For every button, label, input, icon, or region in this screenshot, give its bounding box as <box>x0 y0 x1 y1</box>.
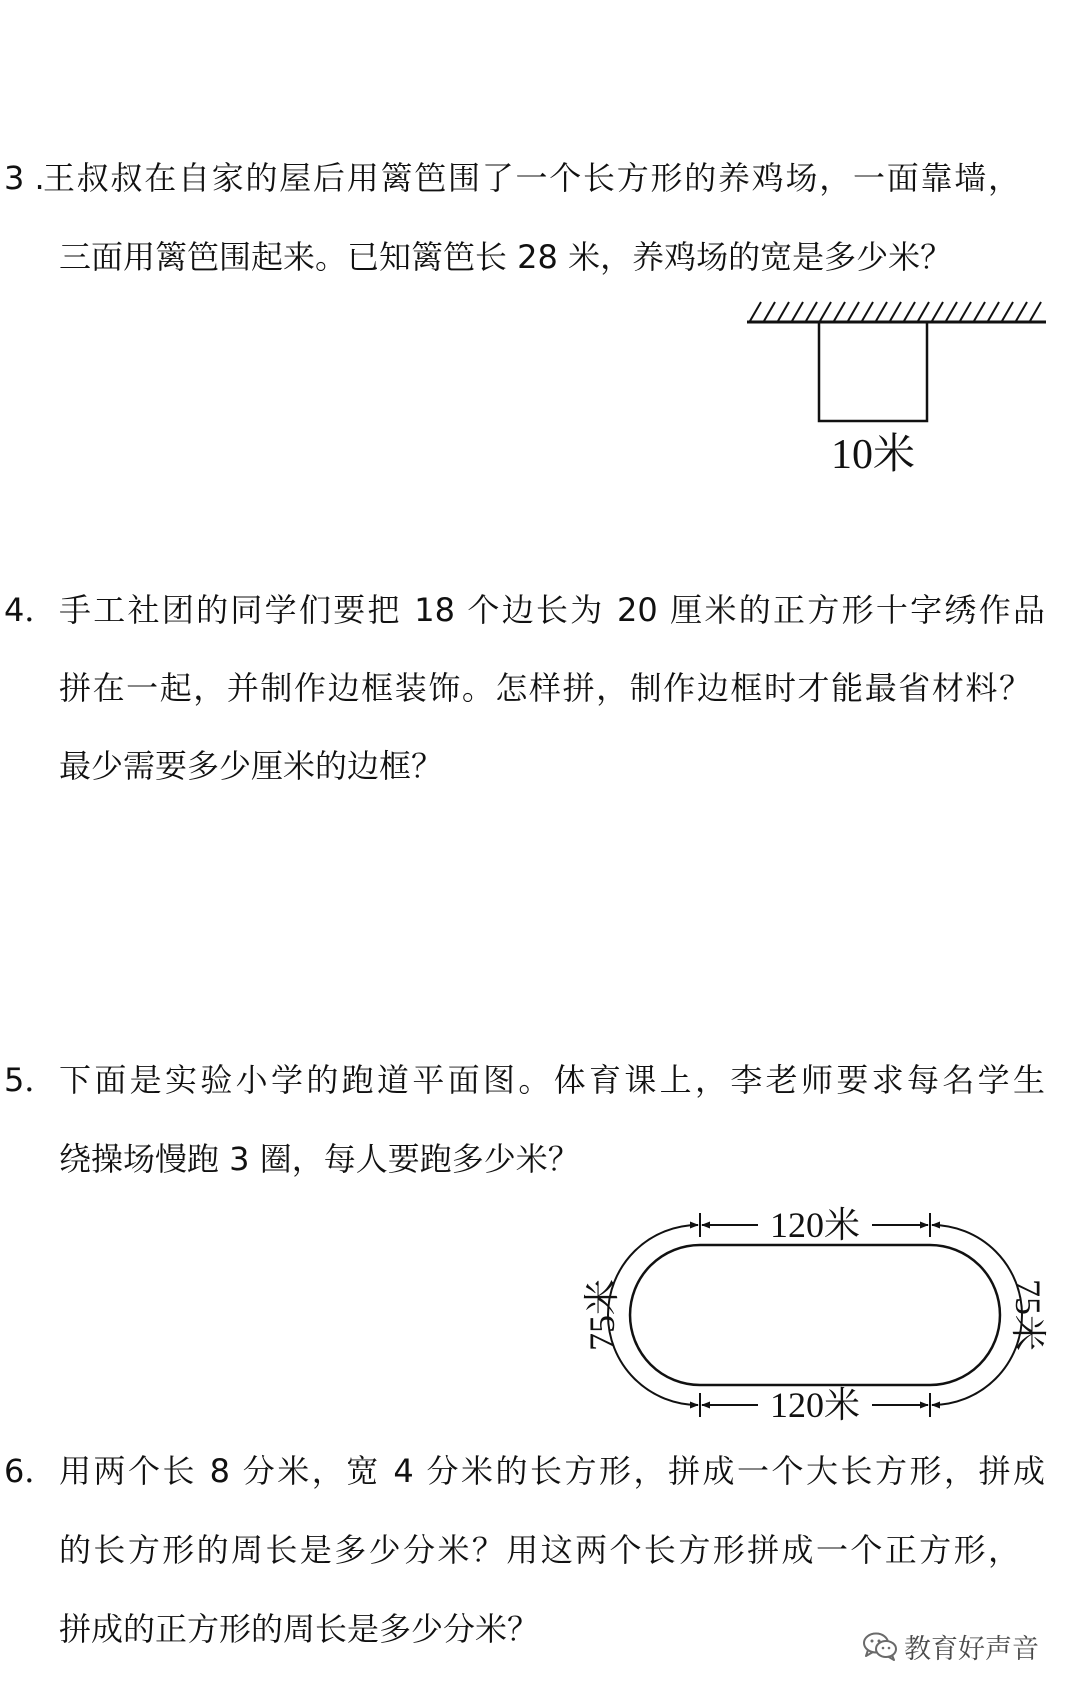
question-6-line-1: 用两个长 8 分米，宽 4 分米的长方形，拼成一个大长方形，拼成 <box>59 1452 1045 1490</box>
coop-rectangle <box>819 322 927 421</box>
wall-hatch <box>792 302 803 321</box>
wall-hatch <box>1030 302 1041 321</box>
question-5-number: 5． <box>4 1061 57 1099</box>
wall-hatch <box>1016 302 1027 321</box>
track-outline <box>630 1245 1000 1385</box>
bottom-length-label: 120米 <box>769 1385 861 1425</box>
wall-hatch <box>834 302 845 321</box>
wall-hatch <box>750 302 761 321</box>
question-3-line-1: 王叔叔在自家的屋后用篱笆围了一个长方形的养鸡场，一面靠墙， <box>43 159 1020 197</box>
wall-hatch <box>862 302 873 321</box>
wall-hatch <box>820 302 831 321</box>
wall-hatch <box>890 302 901 321</box>
question-4-line-1: 手工社团的同学们要把 18 个边长为 20 厘米的正方形十字绣作品 <box>59 591 1045 629</box>
question-3-number: 3 . <box>4 159 45 197</box>
wall-hatch <box>974 302 985 321</box>
wall-hatching <box>750 302 1041 321</box>
watermark <box>862 1626 1039 1666</box>
chicken-coop-diagram <box>740 290 1060 480</box>
watermark-text: 教育好声音 <box>904 1633 1039 1665</box>
question-6-number: 6． <box>4 1452 57 1490</box>
top-length-label: 120米 <box>769 1205 861 1245</box>
question-4-line-3: 最少需要多少厘米的边框？ <box>59 747 444 785</box>
question-4-line-2: 拼在一起，并制作边框装饰。怎样拼，制作边框时才能最省材料？ <box>59 669 1031 707</box>
wechat-icon <box>862 1631 898 1661</box>
question-3-line-2: 三面用篱笆围起来。已知篱笆长 28 米，养鸡场的宽是多少米？ <box>59 238 953 276</box>
right-length-label: 75米 <box>1008 1278 1048 1352</box>
wall-hatch <box>876 302 887 321</box>
wall-hatch <box>806 302 817 321</box>
question-5-line-2: 绕操场慢跑 3 圈，每人要跑多少米？ <box>59 1140 580 1178</box>
wall-hatch <box>988 302 999 321</box>
wall-hatch <box>1002 302 1013 321</box>
coop-width-label: 10米 <box>830 432 916 478</box>
wall-hatch <box>778 302 789 321</box>
wall-hatch <box>904 302 915 321</box>
left-length-label: 75米 <box>582 1278 622 1352</box>
wall-hatch <box>960 302 971 321</box>
running-track-diagram <box>560 1195 1060 1435</box>
question-6-line-3: 拼成的正方形的周长是多少分米？ <box>59 1610 540 1648</box>
wall-hatch <box>946 302 957 321</box>
wall-hatch <box>764 302 775 321</box>
question-6-line-2: 的长方形的周长是多少分米？用这两个长方形拼成一个正方形， <box>59 1531 1020 1569</box>
wall-hatch <box>848 302 859 321</box>
question-4-number: 4． <box>4 591 57 629</box>
wall-hatch <box>932 302 943 321</box>
wall-hatch <box>918 302 929 321</box>
question-5-line-1: 下面是实验小学的跑道平面图。体育课上，李老师要求每名学生 <box>59 1061 1045 1099</box>
